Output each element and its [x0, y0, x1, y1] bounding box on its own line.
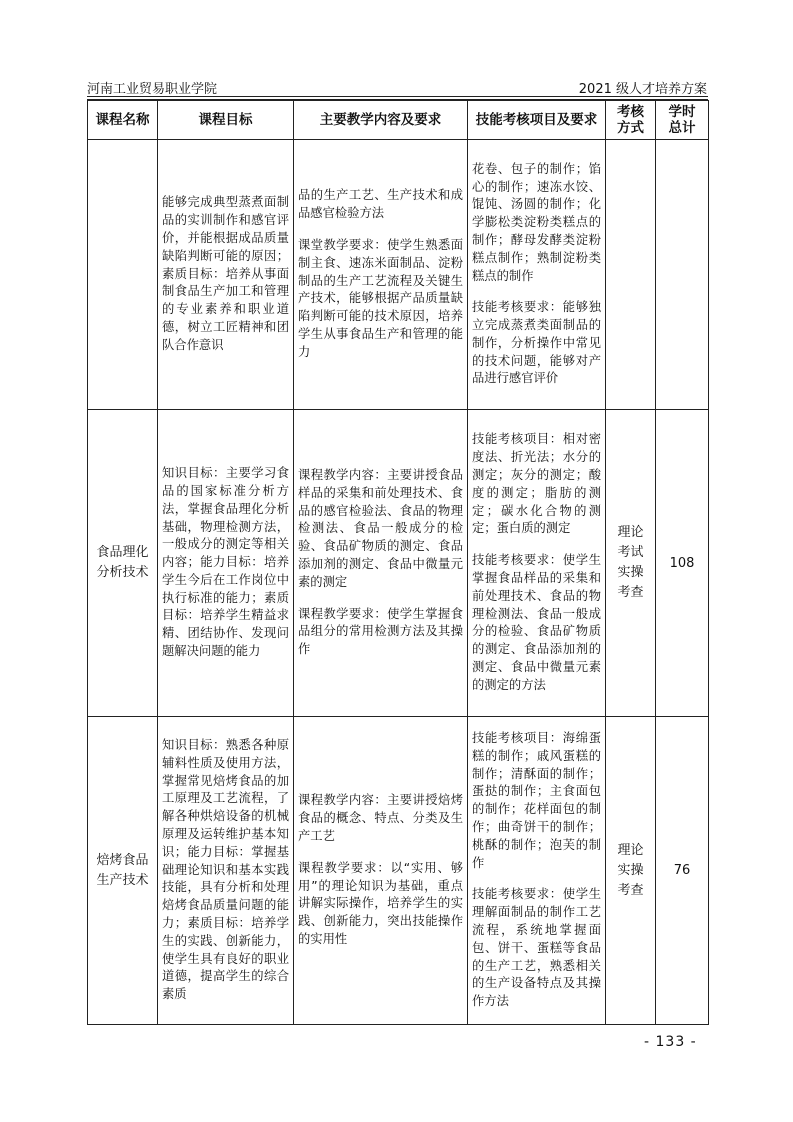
table-row — [88, 410, 709, 717]
skill-cell: 技能考核项目：海绵蛋糕的制作；戚风蛋糕的制作；清酥面的制作；蛋挞的制作；主食面包的制作；花样面包的制作；曲奇饼干的制作；桃酥的制作；泡芙的制作 技能考核要求：使学生理解面制品的制作工艺流程，系统地掌握面包、饼干、蛋糕等食品的生产工艺，熟悉相关的生产设备特点及其操作方法 — [468, 717, 606, 1025]
assessment-cell: 理论 实操 考查 — [606, 717, 656, 1025]
course-goal-cell: 能够完成典型蒸煮面制品的实训制作和感官评价，并能根据成品质量缺陷判断可能的原因；素质目标：培养从事面制食品生产加工和管理的专业素养和职业道德，树立工匠精神和团队合作意识 — [158, 140, 294, 410]
column-header-course-name: 课程名称 — [88, 101, 158, 140]
table-row — [88, 140, 709, 410]
course-table — [87, 100, 709, 1025]
content-cell: 课程教学内容：主要讲授食品样品的采集和前处理技术、食品的感官检验法、食品的物理检测法、食品一般成分的检验、食品矿物质的测定、食品添加剂的测定、食品中微量元素的测定 课程教学要求：使学生掌握食品组分的常用检测方法及其操作 — [294, 410, 468, 717]
skill-cell: 技能考核项目：相对密度法、折光法；水分的测定；灰分的测定；酸度的测定；脂肪的测定；碳水化合物的测定；蛋白质的测定 技能考核要求：使学生掌握食品样品的采集和前处理技术、食品的物理检测法、食品一般成分的检验、食品矿物质的测定、食品添加剂的测定、食品中微量元素的测定的方法 — [468, 410, 606, 717]
school-name: 河南工业贸易职业学院 — [87, 82, 218, 97]
content-cell: 课程教学内容：主要讲授焙烤食品的概念、特点、分类及生产工艺 课程教学要求：以“实用、够用”的理论知识为基础，重点讲解实际操作，培养学生的实践、创新能力，突出技能操作的实用性 — [294, 717, 468, 1025]
content-cell: 品的生产工艺、生产技术和成品感官检验方法 课堂教学要求：使学生熟悉面制主食、速冻米面制品、淀粉制品的生产工艺流程及关键生产技术，能够根据产品质量缺陷判断可能的技术原因，培养学生从事食品生产和管理的能力 — [294, 140, 468, 410]
hours-cell: 108 — [656, 410, 709, 717]
table-header-row — [88, 101, 709, 140]
header-rule-thick — [87, 96, 708, 97]
table-row — [88, 717, 709, 1025]
column-header-assessment: 考核 方式 — [606, 101, 656, 140]
course-goal-cell: 知识目标：主要学习食品的国家标准分析方法，掌握食品理化分析基础，物理检测方法，一般成分的测定等相关内容；能力目标：培养学生今后在工作岗位中执行标准的能力；素质目标：培养学生精益求精、团结协作、发现问题解决问题的能力 — [158, 410, 294, 717]
hours-cell — [656, 140, 709, 410]
plan-title: 2021 级人才培养方案 — [578, 82, 707, 97]
course-goal-cell: 知识目标：熟悉各种原辅料性质及使用方法，掌握常见焙烤食品的加工原理及工艺流程，了解各种烘焙设备的机械原理及运转维护基本知识；能力目标：掌握基础理论知识和基本实践技能，具有分析和处理焙烤食品质量问题的能力；素质目标：培养学生的实践、创新能力，使学生具有良好的职业道德，提高学生的综合素质 — [158, 717, 294, 1025]
course-name-cell: 焙烤食品 生产技术 — [88, 717, 158, 1025]
page-header — [87, 76, 707, 96]
column-header-skill: 技能考核项目及要求 — [468, 101, 606, 140]
column-header-hours: 学时 总计 — [656, 101, 709, 140]
skill-cell: 花卷、包子的制作；馅心的制作；速冻水饺、馄饨、汤圆的制作；化学膨松类淀粉类糕点的制作；酵母发酵类淀粉糕点制作；熟制淀粉类糕点的制作 技能考核要求：能够独立完成蒸煮类面制品的制作，分析操作中常见的技术问题，能够对产品进行感官评价 — [468, 140, 606, 410]
hours-cell: 76 — [656, 717, 709, 1025]
assessment-cell: 理论 考试 实操 考查 — [606, 410, 656, 717]
course-name-cell: 食品理化 分析技术 — [88, 410, 158, 717]
column-header-course-goal: 课程目标 — [158, 101, 294, 140]
assessment-cell — [606, 140, 656, 410]
page-number: - 133 - — [644, 1034, 697, 1050]
course-name-cell — [88, 140, 158, 410]
column-header-content: 主要教学内容及要求 — [294, 101, 468, 140]
